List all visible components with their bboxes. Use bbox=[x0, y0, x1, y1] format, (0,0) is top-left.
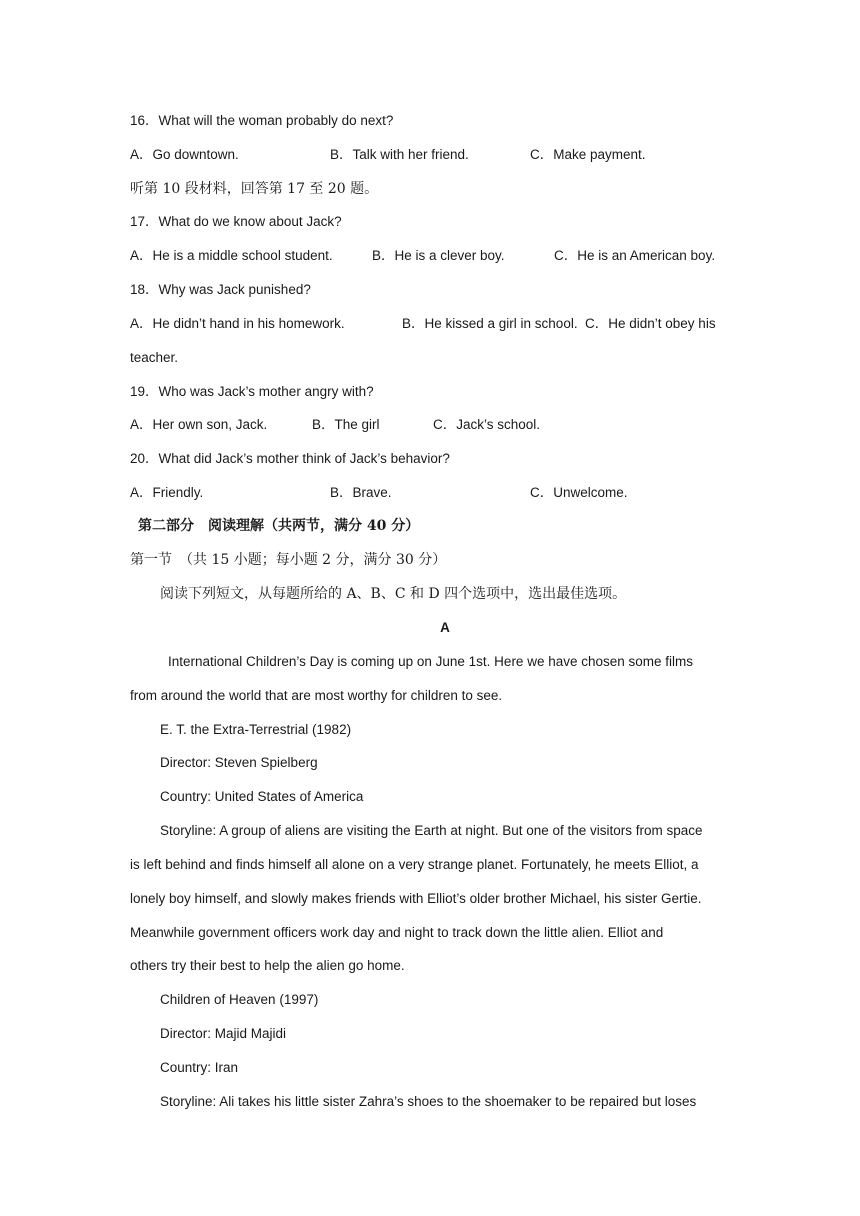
question-16-stem: 16．What will the woman probably do next? bbox=[130, 113, 394, 128]
question-16-option-c: C．Make payment. bbox=[530, 147, 646, 162]
question-18-stem: 18．Why was Jack punished? bbox=[130, 282, 311, 297]
question-20-stem: 20．What did Jack’s mother think of Jack’s behavior? bbox=[130, 451, 450, 466]
question-19-option-c: C．Jack’s school. bbox=[433, 417, 541, 432]
question-17-option-b: B．He is a clever boy. bbox=[372, 248, 505, 263]
question-20-option-c: C．Unwelcome. bbox=[530, 485, 628, 500]
film-1-storyline-line-3: lonely boy himself, and slowly makes friends with Elliot’s older brother Michael, his sister Gertie. bbox=[130, 891, 702, 906]
film-2-storyline-line-1: Storyline: Ali takes his little sister Zahra’s shoes to the shoemaker to be repaired but loses bbox=[160, 1094, 697, 1109]
film-1-title: E. T. the Extra-Terrestrial (1982) bbox=[160, 722, 352, 737]
question-18-option-a: A．He didn’t hand in his homework. bbox=[130, 316, 345, 331]
question-17-stem: 17．What do we know about Jack? bbox=[130, 214, 342, 229]
passage-intro-line-1: International Children’s Day is coming up on June 1st. Here we have chosen some films bbox=[168, 654, 694, 669]
film-1-storyline-line-1: Storyline: A group of aliens are visiting the Earth at night. But one of the visitors from space bbox=[160, 823, 703, 838]
reading-instruction: 阅读下列短文，从每题所给的 A、B、C 和 D 四个选项中，选出最佳选项。 bbox=[160, 586, 627, 602]
question-20-option-a: A．Friendly. bbox=[130, 485, 204, 500]
film-2-director: Director: Majid Majidi bbox=[160, 1026, 287, 1041]
question-18-option-b: B．He kissed a girl in school. bbox=[402, 316, 578, 331]
film-2-title: Children of Heaven (1997) bbox=[160, 992, 319, 1007]
passage-label: A bbox=[440, 620, 450, 635]
film-1-director: Director: Steven Spielberg bbox=[160, 755, 318, 770]
film-1-country: Country: United States of America bbox=[160, 789, 364, 804]
question-16-option-a: A．Go downtown. bbox=[130, 147, 239, 162]
question-17-option-a: A．He is a middle school student. bbox=[130, 248, 333, 263]
question-18-option-c-continued: teacher. bbox=[130, 350, 179, 365]
film-1-storyline-line-4: Meanwhile government officers work day and night to track down the little alien. Elliot and bbox=[130, 925, 664, 940]
section-1-heading: 第一节 （共 15 小题；每小题 2 分，满分 30 分） bbox=[130, 552, 447, 568]
question-17-option-c: C．He is an American boy. bbox=[554, 248, 716, 263]
question-19-stem: 19．Who was Jack’s mother angry with? bbox=[130, 384, 374, 399]
film-1-storyline-line-5: others try their best to help the alien go home. bbox=[130, 958, 405, 973]
part-2-heading: 第二部分 阅读理解（共两节，满分 40 分） bbox=[138, 518, 420, 534]
question-20-option-b: B．Brave. bbox=[330, 485, 392, 500]
passage-intro-line-2: from around the world that are most worthy for children to see. bbox=[130, 688, 503, 703]
question-16-option-b: B．Talk with her friend. bbox=[330, 147, 469, 162]
film-2-country: Country: Iran bbox=[160, 1060, 239, 1075]
section-10-instruction: 听第 10 段材料，回答第 17 至 20 题。 bbox=[130, 181, 379, 197]
question-19-option-a: A．Her own son, Jack. bbox=[130, 417, 268, 432]
question-18-option-c: C．He didn’t obey his bbox=[585, 316, 716, 331]
film-1-storyline-line-2: is left behind and finds himself all alone on a very strange planet. Fortunately, he meets Elliot, a bbox=[130, 857, 699, 872]
question-19-option-b: B．The girl bbox=[312, 417, 380, 432]
